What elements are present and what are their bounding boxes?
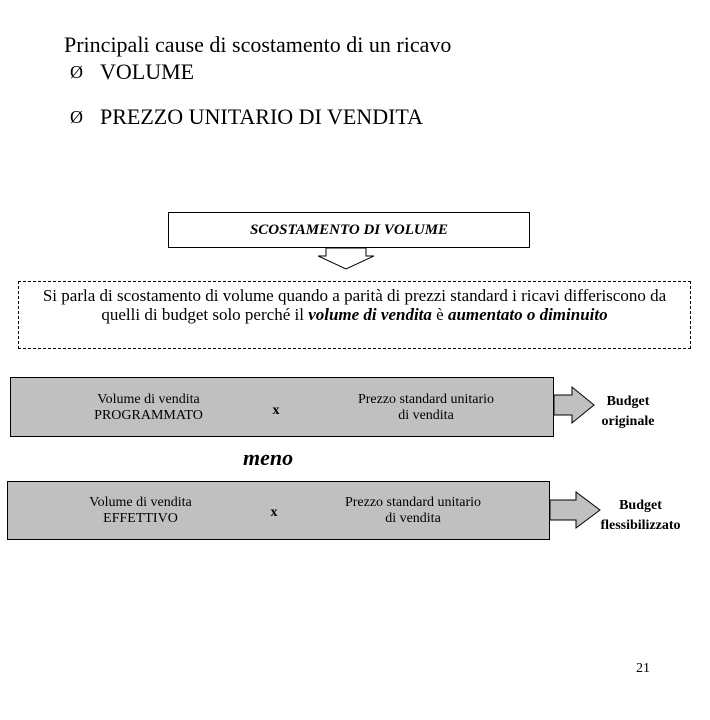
scostamento-heading-box xyxy=(168,212,530,248)
budget-originale-label xyxy=(592,392,664,432)
price-line: Prezzo standard unitario xyxy=(344,495,482,510)
down-arrow-icon xyxy=(318,248,374,270)
bullet-volume xyxy=(70,59,194,85)
prezzo-standard-label xyxy=(313,495,513,527)
definition-box xyxy=(18,281,691,349)
bullet-arrow-icon: Ø xyxy=(70,61,83,82)
price-line: di vendita xyxy=(398,408,454,423)
volume-programmato-label xyxy=(56,392,241,424)
slide-title: Principali cause di scostamento di un ricavo xyxy=(64,32,452,57)
bullet-arrow-icon: Ø xyxy=(70,106,83,127)
times-sign: x xyxy=(272,403,280,418)
result-line: originale xyxy=(601,414,655,429)
budget-flessibilizzato-bar xyxy=(7,481,550,540)
prezzo-standard-label xyxy=(326,392,526,424)
result-line: Budget xyxy=(619,498,662,513)
result-line: Budget xyxy=(606,394,650,409)
volume-line: Volume di vendita xyxy=(97,392,200,407)
bullet-prezzo xyxy=(70,104,423,130)
budget-originale-bar xyxy=(10,377,554,437)
definition-text: Si parla di scostamento di volume quando a parità di prezzi standard i ricavi differiscono da quelli di budget solo perché il xyxy=(42,286,667,324)
meno-label: meno xyxy=(243,445,294,470)
page-number: 21 xyxy=(636,661,650,676)
budget-flessibilizzato-label xyxy=(588,496,693,536)
price-line: di vendita xyxy=(385,511,441,526)
bullet-label: PREZZO UNITARIO DI VENDITA xyxy=(100,104,423,129)
price-line: Prezzo standard unitario xyxy=(357,392,495,407)
definition-text: è xyxy=(431,305,448,324)
volume-type: PROGRAMMATO xyxy=(94,408,203,423)
bullet-label: VOLUME xyxy=(100,59,195,84)
result-line: flessibilizzato xyxy=(600,518,681,533)
volume-type: EFFETTIVO xyxy=(103,511,178,526)
volume-effettivo-label xyxy=(53,495,228,527)
scostamento-heading: SCOSTAMENTO DI VOLUME xyxy=(249,221,449,238)
volume-line: Volume di vendita xyxy=(89,495,192,510)
times-sign: x xyxy=(270,505,278,520)
definition-emphasis: aumentato o diminuito xyxy=(447,305,608,324)
definition-emphasis: volume di vendita xyxy=(308,305,432,324)
